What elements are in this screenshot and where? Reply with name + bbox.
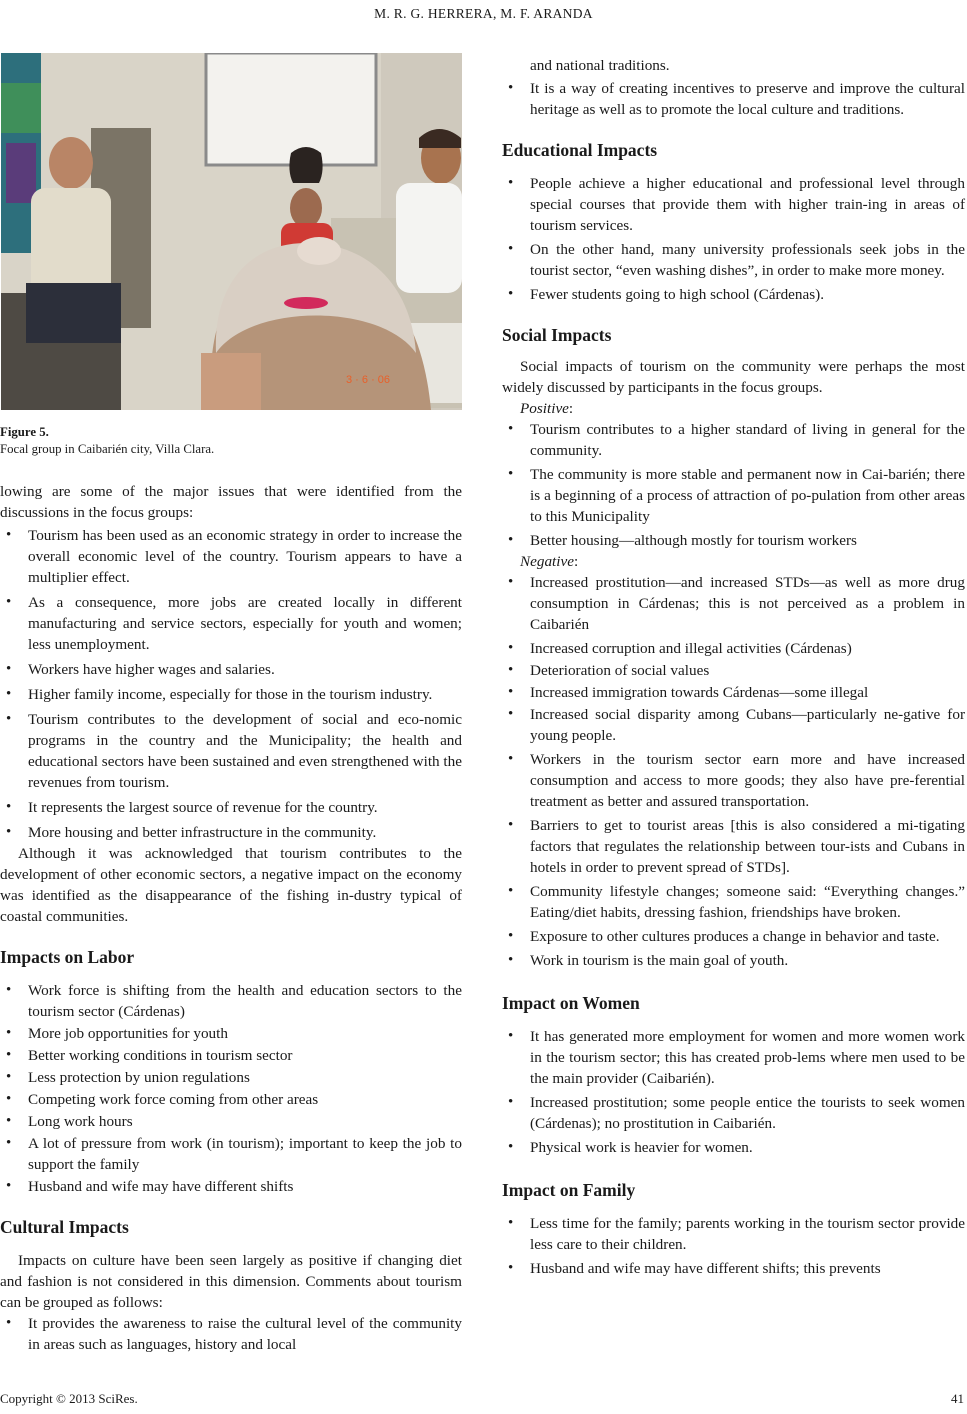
list-item: • Competing work force coming from other areas [0, 1089, 462, 1110]
list-item: • As a consequence, more jobs are created locally in different manufacturing and service sectors, especially for youth and women; less unemployment. [0, 592, 462, 655]
negative-label: Negative: [520, 553, 579, 570]
educational-list [502, 173, 965, 305]
list-item: • Tourism contributes to the development of social and eco-nomic programs in the country and the Municipality; the health and educational sectors have been sustained and even strengthened with the revenues from tourism. [0, 709, 462, 793]
section-heading-educational: Educational Impacts [502, 140, 658, 160]
list-item: • Husband and wife may have different shifts; this prevents [502, 1258, 965, 1279]
list-item: • Less protection by union regulations [0, 1067, 462, 1088]
list-item: • Increased social disparity among Cubans—particularly ne-gative for young people. [502, 704, 965, 746]
cultural-list-cont [502, 78, 965, 120]
list-item: • It has generated more employment for women and more women work in the tourism sector; this has created prob-lems where men used to be the main provider (Caibarién). [502, 1026, 965, 1089]
list-item: • Husband and wife may have different shifts [0, 1176, 462, 1197]
footer-copyright: Copyright © 2013 SciRes. [0, 1391, 138, 1406]
list-item: • Deterioration of social values [502, 660, 965, 681]
figure-caption: Focal group in Caibarién city, Villa Clara. [0, 442, 215, 456]
cultural-paragraph: Impacts on culture have been seen largely as positive if changing diet and fashion is not considered in this dimension. Comments about tourism can be grouped as follows: [0, 1252, 462, 1311]
cultural-list [0, 1313, 462, 1355]
list-item: • Tourism has been used as an economic strategy in order to increase the overall economic level of the country. Tourism appears to have a multiplier effect. [0, 525, 462, 588]
list-item: • Less time for the family; parents working in the tourism sector provide less care to their children. [502, 1213, 965, 1255]
positive-label: Positive: [520, 400, 574, 417]
list-item: • The community is more stable and permanent now in Cai-barién; there is a beginning of a process of attraction of po-pulation from other areas to this Municipality [502, 464, 965, 527]
economic-list [0, 525, 462, 843]
figure-caption-block [0, 424, 462, 458]
photo-date-stamp: 3 · 6 · 06 [346, 374, 391, 386]
list-item: • Increased immigration towards Cárdenas—some illegal [502, 682, 965, 703]
women-list [502, 1026, 965, 1158]
list-item: • Exposure to other cultures produces a change in behavior and taste. [502, 926, 965, 947]
figure-label: Figure 5. [0, 425, 49, 439]
list-item: • Work force is shifting from the health and education sectors to the tourism sector (Cárdenas) [0, 980, 462, 1022]
list-item: • Increased corruption and illegal activities (Cárdenas) [502, 638, 965, 659]
section-heading-social: Social Impacts [502, 325, 612, 345]
list-item: • Long work hours [0, 1111, 462, 1132]
list-item: • Work in tourism is the main goal of youth. [502, 950, 965, 971]
cultural-continuation: and national traditions. [530, 57, 670, 74]
social-paragraph: Social impacts of tourism on the community were perhaps the most widely discussed by participants in the focus groups. [502, 358, 965, 396]
page-number: 41 [951, 1391, 964, 1406]
running-header: M. R. G. HERRERA, M. F. ARANDA [374, 6, 593, 21]
list-item: • A lot of pressure from work (in tourism); important to keep the job to support the family [0, 1133, 462, 1175]
list-item: • Better working conditions in tourism sector [0, 1045, 462, 1066]
list-item: • Better housing—although mostly for tourism workers [502, 530, 965, 551]
list-item: • Higher family income, especially for those in the tourism industry. [0, 684, 462, 705]
left-column [0, 481, 462, 1355]
negative-list [502, 572, 965, 971]
section-heading-family: Impact on Family [502, 1180, 636, 1200]
section-heading-women: Impact on Women [502, 993, 640, 1013]
list-item: • Fewer students going to high school (Cárdenas). [502, 284, 965, 305]
section-heading-labor: Impacts on Labor [0, 947, 135, 967]
list-item: • Increased prostitution—and increased STDs—as well as more drug consumption in Cárdenas; this is not perceived as a problem in Caibarién [502, 572, 965, 635]
labor-list [0, 980, 462, 1197]
intro-paragraph: lowing are some of the major issues that were identified from the discussions in the focus groups: [0, 483, 462, 521]
family-list [502, 1213, 965, 1279]
list-item: • It represents the largest source of revenue for the country. [0, 797, 462, 818]
figure-photo [1, 53, 462, 410]
right-column [502, 55, 965, 1279]
list-item: • Tourism contributes to a higher standard of living in general for the community. [502, 419, 965, 461]
list-item: • More housing and better infrastructure in the community. [0, 822, 462, 843]
list-item: • Barriers to get to tourist areas [this is also considered a mi-tigating factors that regulates the relationship between tour-ists and Cubans in hotels in order to prevent spread of STDs]. [502, 815, 965, 878]
list-item: • On the other hand, many university professionals seek jobs in the tourist sector, “even washing dishes”, in order to make more money. [502, 239, 965, 281]
list-item: • It is a way of creating incentives to preserve and improve the cultural heritage as well as to promote the local culture and traditions. [502, 78, 965, 120]
fishing-paragraph: Although it was acknowledged that tourism contributes to the development of other economic sectors, a negative impact on the economy was identified as the disappearance of the fishing in-dustry typical of coastal communities. [0, 845, 462, 925]
positive-list [502, 419, 965, 551]
list-item: • People achieve a higher educational and professional level through special courses that provide them with higher train-ing in areas of tourism services. [502, 173, 965, 236]
list-item: • It provides the awareness to raise the cultural level of the community in areas such as languages, history and local [0, 1313, 462, 1355]
list-item: • Increased prostitution; some people entice the tourists to seek women (Cárdenas); no prostitution in Caibarién. [502, 1092, 965, 1134]
list-item: • More job opportunities for youth [0, 1023, 462, 1044]
list-item: • Workers have higher wages and salaries. [0, 659, 462, 680]
section-heading-cultural: Cultural Impacts [0, 1217, 129, 1237]
list-item: • Workers in the tourism sector earn more and have increased consumption and access to more goods; they also have pre-ferential treatment as better and assured transportation. [502, 749, 965, 812]
list-item: • Community lifestyle changes; someone said: “Everything changes.” Eating/diet habits, dressing fashion, friendships have broken. [502, 881, 965, 923]
list-item: • Physical work is heavier for women. [502, 1137, 965, 1158]
